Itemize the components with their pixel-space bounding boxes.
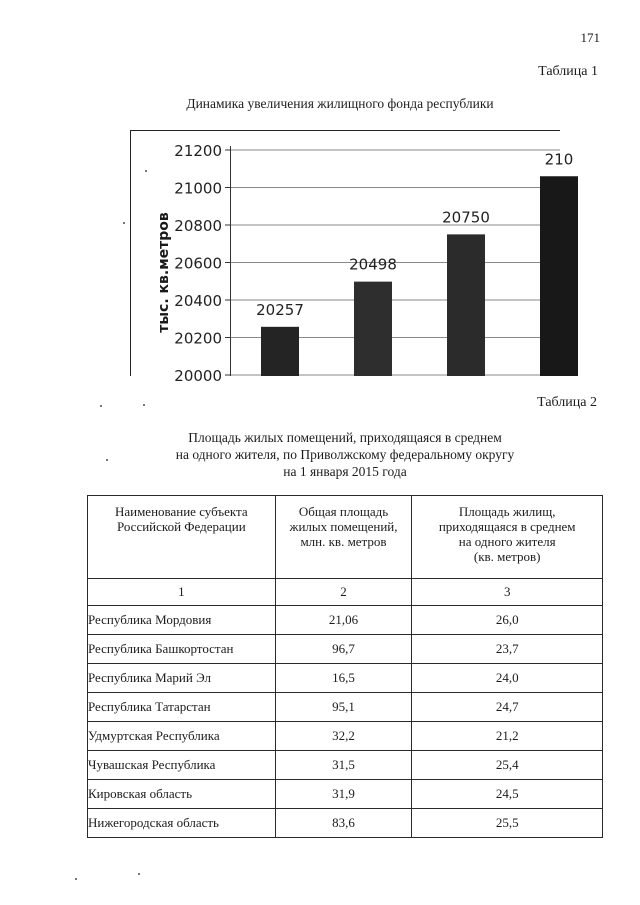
scan-speck bbox=[145, 170, 147, 172]
header-region-line: Наименование субъекта bbox=[114, 504, 248, 519]
chart-svg bbox=[130, 130, 574, 385]
table-row bbox=[88, 751, 603, 780]
table2-label: Таблица 2 bbox=[537, 395, 597, 410]
column-number: 1 bbox=[88, 579, 276, 606]
scan-speck bbox=[75, 878, 77, 880]
table-row bbox=[88, 780, 603, 809]
column-number: 3 bbox=[412, 579, 603, 606]
y-tick-label: 20200 bbox=[174, 329, 222, 348]
table-row bbox=[88, 635, 603, 664]
region-name: Удмуртская Республика bbox=[88, 722, 276, 751]
table1-label: Таблица 1 bbox=[538, 64, 598, 79]
table2-title bbox=[140, 429, 550, 480]
total-area: 96,7 bbox=[275, 635, 412, 664]
total-area: 31,5 bbox=[275, 751, 412, 780]
header-per-capita-line: на одного жителя bbox=[458, 534, 556, 549]
y-tick-label: 21200 bbox=[174, 142, 222, 160]
header-per-capita-line: (кв. метров) bbox=[473, 549, 541, 564]
region-name: Республика Марий Эл bbox=[88, 664, 276, 693]
table2-title-line2: на одного жителя, по Приволжскому федеральному округу bbox=[175, 447, 515, 462]
header-total-area-line: Общая площадь bbox=[298, 504, 389, 519]
per-capita-area: 26,0 bbox=[412, 606, 603, 635]
y-tick-label: 21000 bbox=[174, 179, 222, 198]
bar-chart bbox=[130, 130, 574, 385]
bar bbox=[261, 327, 299, 376]
scan-speck bbox=[123, 222, 125, 224]
per-capita-area: 24,0 bbox=[412, 664, 603, 693]
table2-title-line3: на 1 января 2015 года bbox=[283, 464, 407, 479]
housing-area-table bbox=[87, 495, 603, 838]
chart-title: Динамика увеличения жилищного фонда республики bbox=[186, 96, 494, 111]
bar bbox=[354, 282, 392, 376]
bar-value-label: 210 bbox=[544, 150, 574, 169]
bar bbox=[447, 234, 485, 376]
table-header-row bbox=[88, 496, 603, 579]
per-capita-area: 25,4 bbox=[412, 751, 603, 780]
y-tick-label: 20400 bbox=[174, 292, 222, 310]
total-area: 83,6 bbox=[275, 809, 412, 838]
scan-speck bbox=[106, 459, 108, 461]
table-row bbox=[88, 606, 603, 635]
bar bbox=[540, 176, 578, 376]
column-number: 2 bbox=[275, 579, 412, 606]
header-per-capita-line: приходящаяся в среднем bbox=[438, 519, 576, 534]
per-capita-area: 23,7 bbox=[412, 635, 603, 664]
table-row bbox=[88, 722, 603, 751]
region-name: Республика Татарстан bbox=[88, 693, 276, 722]
header-total-area-line: жилых помещений, bbox=[289, 519, 398, 534]
per-capita-area: 21,2 bbox=[412, 722, 603, 751]
per-capita-area: 24,7 bbox=[412, 693, 603, 722]
y-axis-label: тыс. кв.метров bbox=[156, 212, 172, 333]
region-name: Кировская область bbox=[88, 780, 276, 809]
per-capita-area: 25,5 bbox=[412, 809, 603, 838]
bar-value-label: 20257 bbox=[256, 300, 304, 319]
header-total-area bbox=[275, 496, 412, 579]
y-tick-label: 20600 bbox=[174, 254, 222, 273]
bar-value-label: 20498 bbox=[349, 255, 397, 274]
header-region-line: Российской Федерации bbox=[116, 519, 246, 534]
per-capita-area: 24,5 bbox=[412, 780, 603, 809]
table-row bbox=[88, 664, 603, 693]
total-area: 21,06 bbox=[275, 606, 412, 635]
total-area: 95,1 bbox=[275, 693, 412, 722]
page-number: 171 bbox=[580, 30, 600, 45]
scan-speck bbox=[100, 405, 102, 407]
region-name: Республика Мордовия bbox=[88, 606, 276, 635]
header-region bbox=[88, 496, 276, 579]
y-tick-label: 20800 bbox=[174, 217, 222, 235]
header-per-capita bbox=[412, 496, 603, 579]
bar-value-label: 20750 bbox=[442, 208, 490, 227]
total-area: 32,2 bbox=[275, 722, 412, 751]
header-per-capita-line: Площадь жилищ, bbox=[458, 504, 556, 519]
region-name: Нижегородская область bbox=[88, 809, 276, 838]
scan-speck bbox=[143, 404, 145, 406]
region-name: Чувашская Республика bbox=[88, 751, 276, 780]
header-total-area-line: млн. кв. метров bbox=[300, 534, 387, 549]
column-number-row bbox=[88, 579, 603, 606]
region-name: Республика Башкортостан bbox=[88, 635, 276, 664]
scan-speck bbox=[138, 873, 140, 875]
table-row bbox=[88, 693, 603, 722]
table-row bbox=[88, 809, 603, 838]
total-area: 31,9 bbox=[275, 780, 412, 809]
table2-title-line1: Площадь жилых помещений, приходящаяся в среднем bbox=[188, 430, 502, 445]
total-area: 16,5 bbox=[275, 664, 412, 693]
y-tick-label: 20000 bbox=[174, 367, 222, 385]
